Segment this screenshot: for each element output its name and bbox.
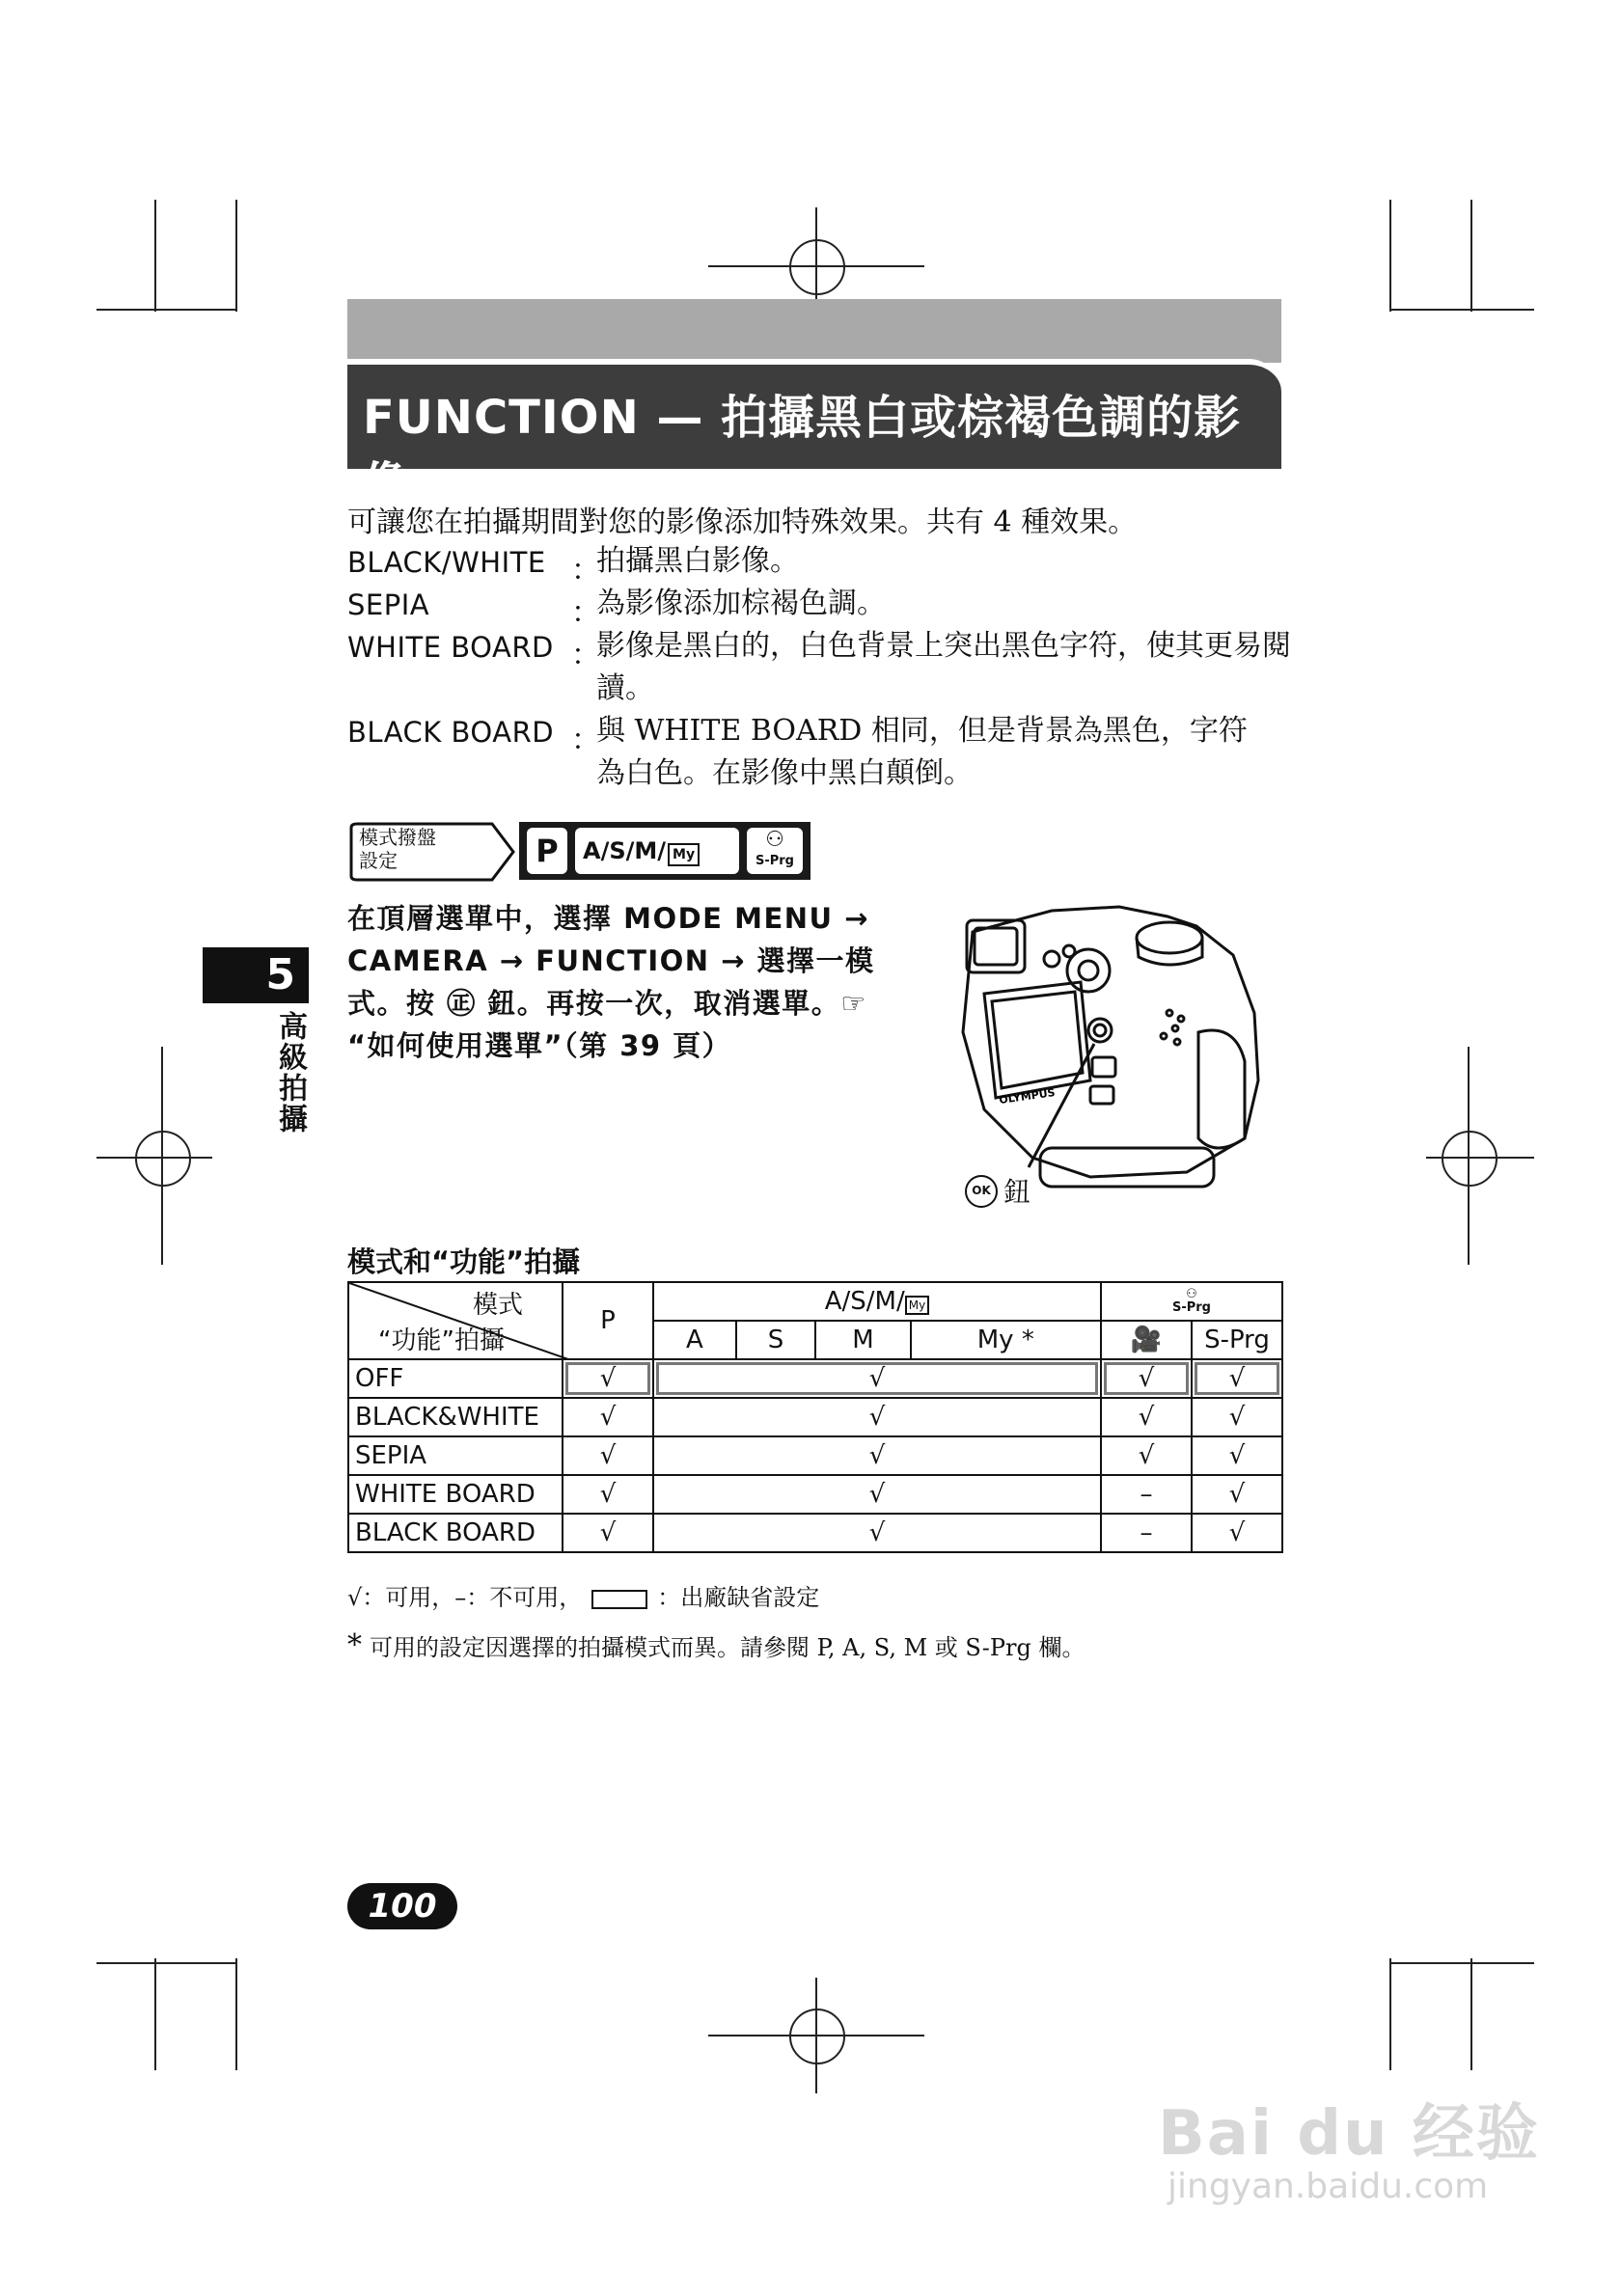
effect-desc: 拍攝黑白影像。 [596, 544, 799, 578]
cell-asm: √ [653, 1359, 1101, 1398]
table-row [348, 1475, 1282, 1514]
legend-unavailable: –：不可用， [454, 1584, 583, 1611]
mode-dial-setting [347, 822, 810, 882]
row-label: BLACK BOARD [348, 1514, 563, 1552]
mode-asm-label: A/S/M/ [583, 837, 667, 864]
chapter-number: 5 [265, 950, 295, 999]
col-header-p: P [563, 1282, 653, 1359]
cell-asm: √ [653, 1436, 1101, 1475]
step-line: 式。按 ㊣ 鈕。再按一次，取消選單。☞ [347, 987, 867, 1020]
row-label: OFF [348, 1359, 563, 1398]
legend-available: √：可用， [347, 1584, 455, 1611]
col-header-sprg [1101, 1282, 1282, 1321]
sub-header: S [736, 1321, 815, 1359]
step-line: 在頂層選單中，選擇 MODE MENU → [347, 902, 869, 935]
step-line: “如何使用選單”（第 39 頁） [347, 1029, 732, 1062]
page-number: 100 [347, 1883, 457, 1929]
ok-button-icon: OK [965, 1175, 998, 1208]
cell-sprg: √ [1192, 1514, 1282, 1552]
diagonal-line [349, 1283, 571, 1360]
cell-p: √ [563, 1514, 653, 1552]
cell-movie: √ [1101, 1359, 1192, 1398]
cell-movie: √ [1101, 1398, 1192, 1436]
effect-desc: 影像是黑白的，白色背景上突出黑色字符，使其更易閱 [596, 629, 1291, 663]
row-label: SEPIA [348, 1436, 563, 1475]
effect-term: BLACK BOARD [347, 716, 555, 749]
mode-function-table [347, 1281, 1283, 1553]
cell-p: √ [563, 1436, 653, 1475]
cell-movie: √ [1101, 1436, 1192, 1475]
footnote [347, 1628, 1085, 1662]
row-label: BLACK&WHITE [348, 1398, 563, 1436]
scene-icon: ⚇ [765, 828, 784, 852]
sprg-label: S-Prg [755, 854, 794, 868]
cell-movie: – [1101, 1475, 1192, 1514]
baidu-watermark-url: jingyan.baidu.com [1168, 2167, 1489, 2206]
effect-term: SEPIA [347, 588, 430, 621]
page-title: FUNCTION — 拍攝黑白或棕褐色調的影像 [363, 391, 1242, 511]
effect-desc: 為影像添加棕褐色調。 [596, 587, 886, 620]
legend-default: ：出廠缺省設定 [657, 1584, 820, 1611]
corner-header-top: 模式 [472, 1291, 523, 1320]
mode-asm-badge [575, 828, 739, 874]
colon: ： [571, 554, 600, 588]
sub-header: M [815, 1321, 910, 1359]
colon: ： [571, 724, 600, 757]
mode-dial-label: 模式撥盤 [359, 826, 436, 849]
cell-asm: √ [653, 1514, 1101, 1552]
mode-dial-label: 設定 [359, 849, 398, 872]
footnote-text: 可用的設定因選擇的拍攝模式而異。請參閱 P, A, S, M 或 S-Prg 欄。 [370, 1634, 1085, 1661]
cell-p: √ [563, 1475, 653, 1514]
cell-asm: √ [653, 1398, 1101, 1436]
effect-term: BLACK/WHITE [347, 546, 546, 579]
intro-text: 可讓您在拍攝期間對您的影像添加特殊效果。共有 4 種效果。 [347, 506, 1138, 539]
scene-icon: ⚇ [1186, 1287, 1197, 1301]
cell-sprg: √ [1192, 1359, 1282, 1398]
mode-p-badge: P [527, 828, 567, 874]
sub-header: S-Prg [1192, 1321, 1282, 1359]
colon: ： [571, 639, 600, 672]
title-banner [347, 299, 1281, 511]
table-row [348, 1436, 1282, 1475]
effect-desc-cont: 為白色。在影像中黑白顛倒。 [596, 756, 973, 790]
footnote-mark: * [347, 1628, 362, 1662]
cell-sprg: √ [1192, 1475, 1282, 1514]
camera-brand: OLYMPUS [998, 1085, 1057, 1107]
chapter-label: 高級拍攝 [273, 1011, 307, 1134]
legend [347, 1578, 819, 1612]
camera-label: 鈕 [1003, 1176, 1031, 1208]
effect-desc-cont: 讀。 [596, 671, 654, 705]
cell-sprg: √ [1192, 1398, 1282, 1436]
cell-p: √ [563, 1359, 653, 1398]
cell-sprg: √ [1192, 1436, 1282, 1475]
sub-header-movie-icon: 🎥 [1101, 1321, 1192, 1359]
corner-header-bottom: “功能”拍攝 [378, 1326, 505, 1355]
table-caption: 模式和“功能”拍攝 [347, 1245, 581, 1278]
camera-illustration [946, 878, 1274, 1216]
table-row [348, 1398, 1282, 1436]
cell-p: √ [563, 1398, 653, 1436]
sub-header: A [653, 1321, 736, 1359]
table-row [348, 1359, 1282, 1398]
sprg-badge [747, 828, 803, 874]
sub-header: My * [911, 1321, 1101, 1359]
col-group-label: A/S/M/ [824, 1287, 905, 1316]
col-header-asm: A/S/M/ My [653, 1282, 1101, 1321]
chapter-tab [203, 947, 309, 1003]
default-setting-box-icon [591, 1590, 647, 1609]
my-mode-icon: My [668, 843, 700, 866]
baidu-watermark-logo: Bai du 经验 [1158, 2098, 1540, 2170]
step-line: CAMERA → FUNCTION → 選擇一模 [347, 944, 875, 977]
colon: ： [571, 596, 600, 630]
row-label: WHITE BOARD [348, 1475, 563, 1514]
sprg-icon-label: S-Prg [1171, 1300, 1211, 1315]
step-instructions [347, 897, 875, 1067]
table-row [348, 1514, 1282, 1552]
cell-asm: √ [653, 1475, 1101, 1514]
cell-movie: – [1101, 1514, 1192, 1552]
effect-term: WHITE BOARD [347, 631, 554, 664]
effect-desc: 與 WHITE BOARD 相同，但是背景為黑色，字符 [596, 714, 1248, 748]
